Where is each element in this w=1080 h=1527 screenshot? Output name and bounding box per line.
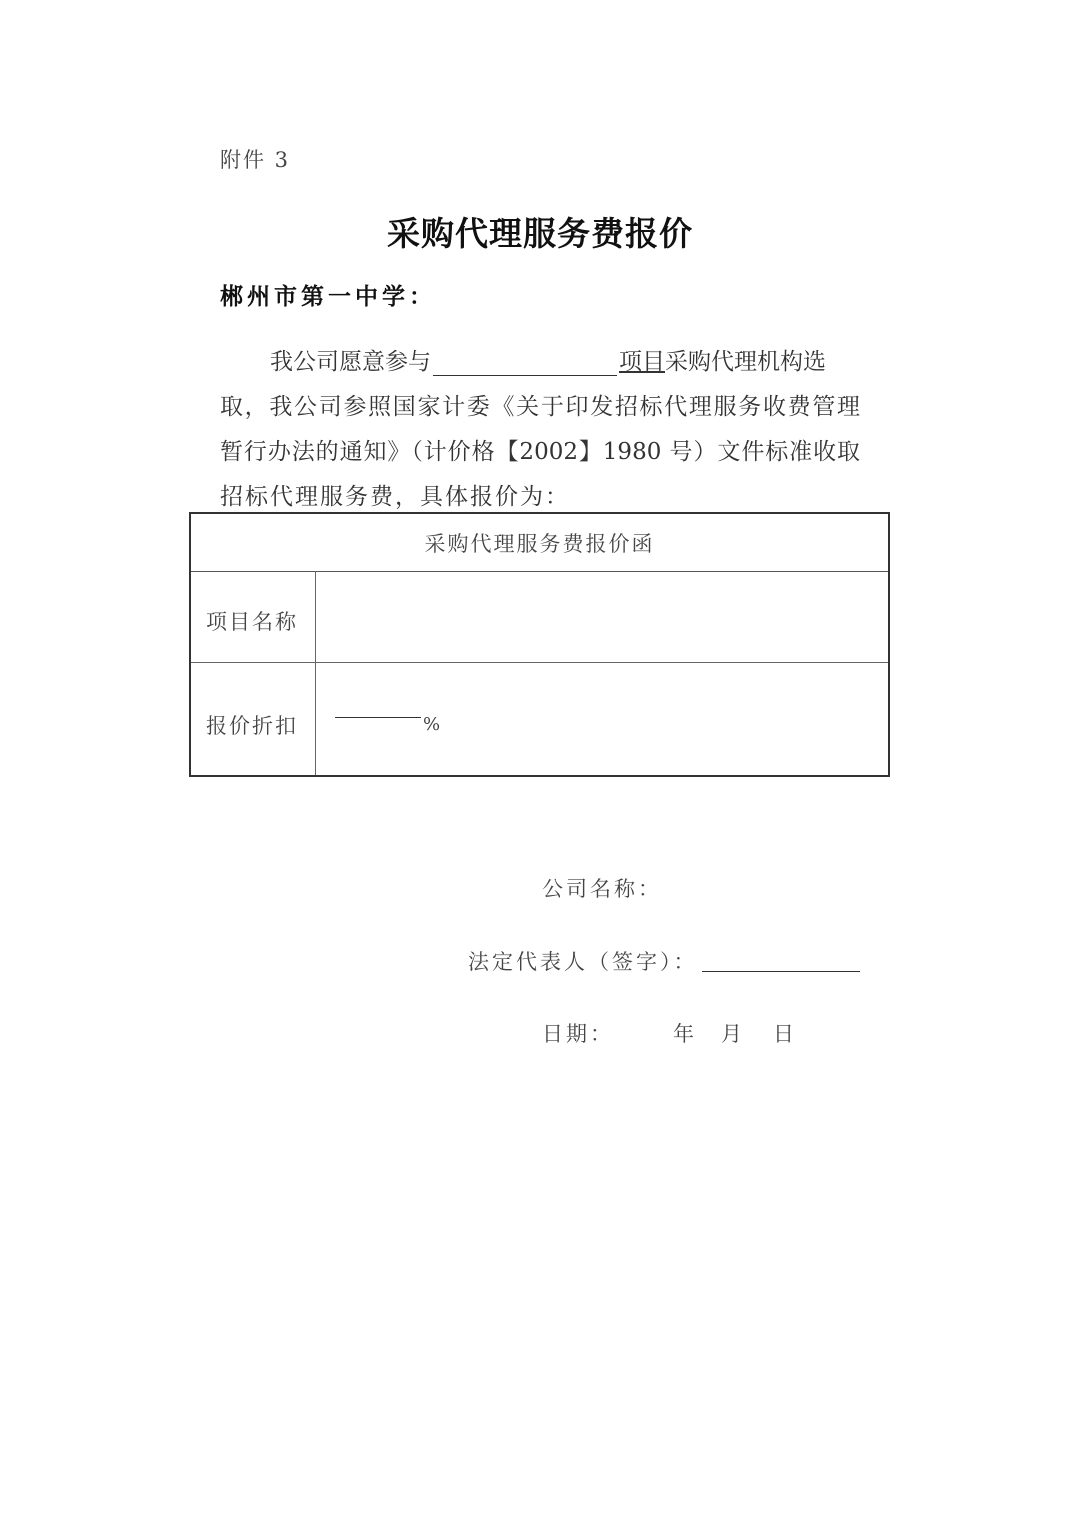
project-name-blank bbox=[433, 351, 617, 376]
signature-line bbox=[702, 971, 860, 972]
date-day: 日 bbox=[773, 1022, 797, 1046]
table-heading: 采购代理服务费报价函 bbox=[191, 514, 888, 572]
quote-table bbox=[189, 512, 890, 777]
attachment-label: 附件 3 bbox=[220, 148, 291, 172]
body-line-2: 取，我公司参照国家计委《关于印发招标代理服务收费管理 bbox=[220, 394, 860, 420]
discount-blank bbox=[335, 717, 421, 718]
body-line-1 bbox=[220, 343, 860, 376]
company-name-label: 公司名称： bbox=[542, 877, 662, 901]
date-year: 年 bbox=[673, 1022, 697, 1046]
body-line-1-underlined: 项目 bbox=[619, 349, 665, 375]
date-label: 日期： bbox=[542, 1022, 614, 1046]
body-line-1-suffix: 采购代理机构选 bbox=[665, 349, 826, 375]
body-line-3: 暂行办法的通知》（计价格【2002】1980 号）文件标准收取 bbox=[220, 439, 860, 465]
body-line-1-prefix: 我公司愿意参与 bbox=[270, 349, 431, 375]
discount-unit: % bbox=[423, 714, 441, 735]
representative-label: 法定代表人（签字）： bbox=[468, 950, 698, 974]
date-month: 月 bbox=[721, 1022, 745, 1046]
column-divider bbox=[315, 571, 316, 775]
row-label-project-name: 项目名称 bbox=[206, 610, 298, 634]
document-title: 采购代理服务费报价 bbox=[387, 214, 693, 253]
body-line-4: 招标代理服务费，具体报价为： bbox=[220, 484, 570, 510]
row-divider bbox=[191, 662, 888, 663]
salutation: 郴州市第一中学： bbox=[220, 283, 436, 310]
row-label-discount: 报价折扣 bbox=[206, 714, 298, 738]
